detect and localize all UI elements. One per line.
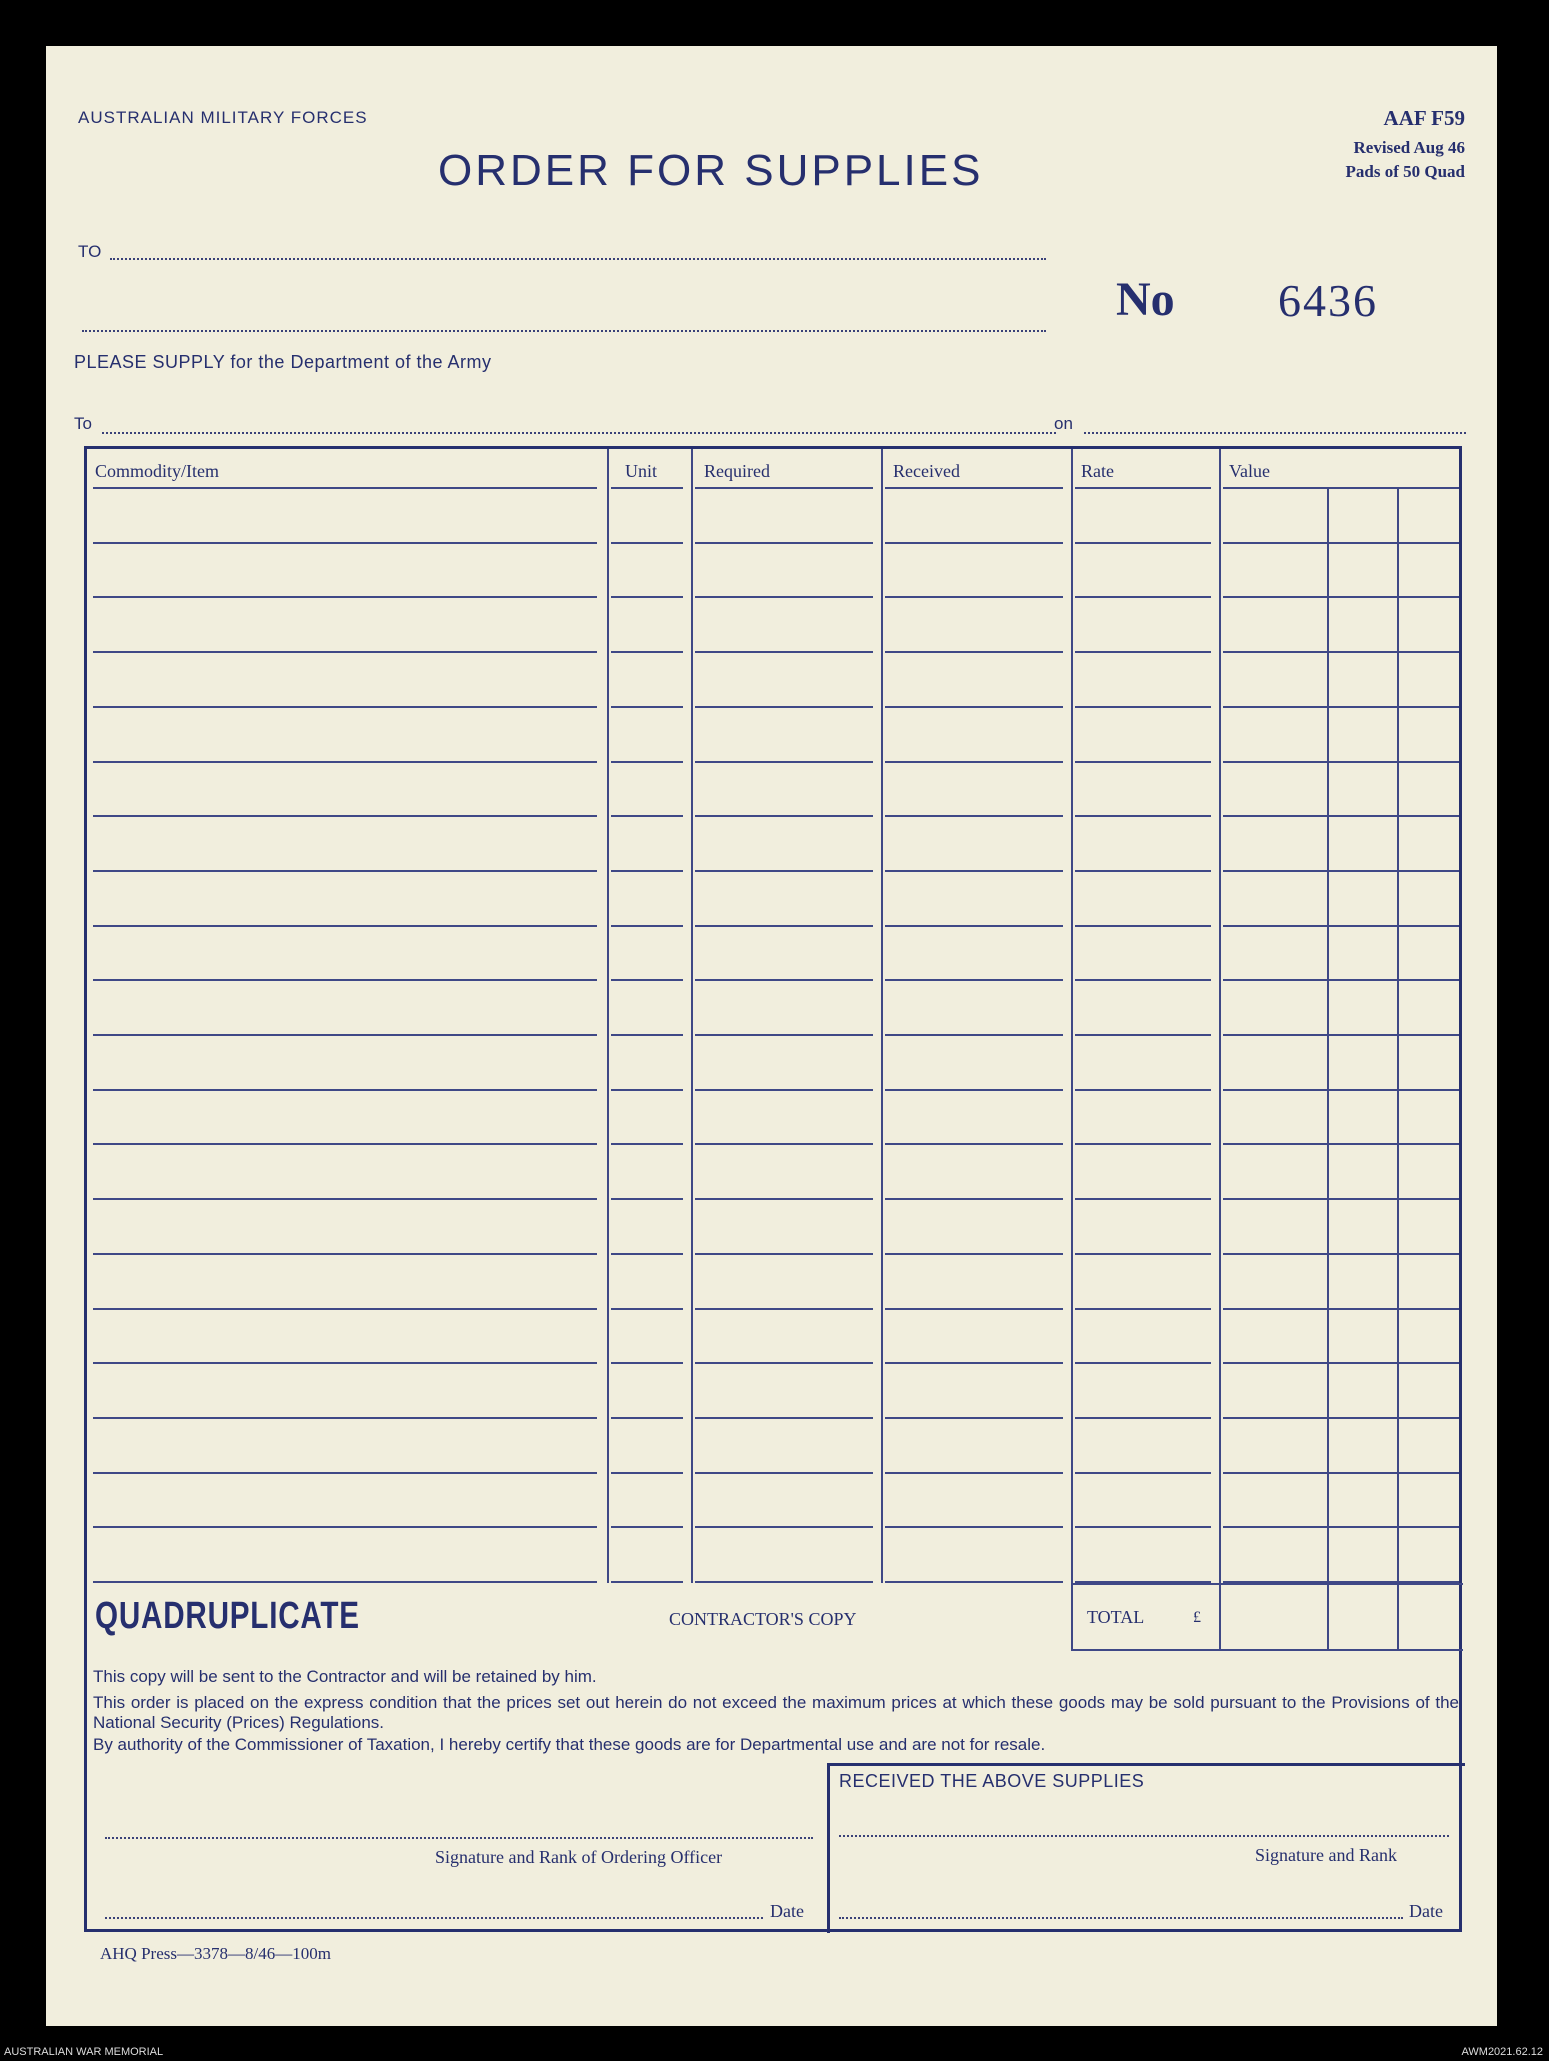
table-row-line (611, 1089, 683, 1091)
table-row-line (611, 1581, 683, 1583)
col-line-value-div1 (1327, 489, 1329, 1649)
table-row-line (93, 1581, 597, 1583)
table-row-line (695, 1089, 873, 1091)
received-top-line (827, 1763, 1465, 1766)
table-row-line (695, 761, 873, 763)
table-row-line (93, 651, 597, 653)
table-row-line (1075, 1472, 1211, 1474)
table-row-line (611, 1143, 683, 1145)
table-row-line (1223, 706, 1459, 708)
form-code: AAF F59 (1383, 106, 1465, 130)
note-condition: This order is placed on the express condition that the prices set out herein do not exceed the maximum prices at which these goods may be sold pursuant to the Provisions of the National Security (Prices) Regulations. (93, 1693, 1459, 1732)
received-title: RECEIVED THE ABOVE SUPPLIES (839, 1771, 1145, 1791)
table-row-line (1075, 1253, 1211, 1255)
col-header-unit: Unit (625, 461, 658, 481)
table-row-line (885, 979, 1063, 981)
revised-date: Revised Aug 46 (1353, 138, 1465, 157)
col-header-required: Required (704, 461, 770, 481)
table-row-line (885, 1143, 1063, 1145)
table-row-line (1075, 815, 1211, 817)
to-label: TO (78, 242, 102, 261)
table-row-line (885, 815, 1063, 817)
officer-signature-line (105, 1837, 813, 1839)
table-row-line (1223, 1198, 1459, 1200)
to-line-2 (82, 330, 1046, 332)
table-row-line (885, 870, 1063, 872)
total-left-line (1071, 1583, 1073, 1649)
table-row-line (1223, 1526, 1459, 1528)
note-authority: By authority of the Commissioner of Taxation, I hereby certify that these goods are for Departmental use and are not for resale. (93, 1735, 1046, 1754)
table-row-line (1075, 1417, 1211, 1419)
col-header-rate: Rate (1081, 461, 1114, 481)
table-row-line (611, 815, 683, 817)
table-row-line (611, 1308, 683, 1310)
officer-date-line (105, 1917, 763, 1919)
table-row-line (695, 651, 873, 653)
table-row-line (1075, 1526, 1211, 1528)
currency-symbol: £ (1193, 1609, 1201, 1626)
table-row-line (93, 815, 597, 817)
order-table-box (84, 446, 1462, 1932)
org-name: AUSTRALIAN MILITARY FORCES (78, 108, 368, 127)
table-row-line (611, 1198, 683, 1200)
table-row-line (695, 925, 873, 927)
table-row-line (885, 706, 1063, 708)
table-row-line (93, 1034, 597, 1036)
col-header-received: Received (893, 461, 960, 481)
total-top-line (1071, 1583, 1463, 1585)
table-row-line (93, 1089, 597, 1091)
table-row-line (1075, 542, 1211, 544)
table-row-line (885, 1362, 1063, 1364)
table-row-line (93, 1198, 597, 1200)
total-label: TOTAL (1087, 1607, 1145, 1627)
table-row-line (1223, 1089, 1459, 1091)
table-row-line (885, 1034, 1063, 1036)
total-bottom-line (1071, 1649, 1463, 1651)
table-row-line (1075, 761, 1211, 763)
to2-line (102, 432, 1056, 434)
table-row-line (885, 1581, 1063, 1583)
table-row-line (885, 1472, 1063, 1474)
table-row-line (93, 1143, 597, 1145)
pads-info: Pads of 50 Quad (1345, 162, 1465, 181)
table-row-line (93, 542, 597, 544)
table-row-line (695, 1198, 873, 1200)
note-copy-sent: This copy will be sent to the Contractor and will be retained by him. (93, 1667, 597, 1686)
table-row-line (1223, 651, 1459, 653)
table-row-line (611, 1362, 683, 1364)
table-row-line (695, 1417, 873, 1419)
table-row-line (1223, 870, 1459, 872)
table-row-line (885, 1089, 1063, 1091)
table-row-line (1223, 1472, 1459, 1474)
table-row-line (885, 1417, 1063, 1419)
table-row-line (93, 925, 597, 927)
table-row-line (611, 925, 683, 927)
receiver-signature-caption: Signature and Rank (1255, 1845, 1397, 1865)
table-row-line (1075, 1362, 1211, 1364)
table-row-line (93, 1253, 597, 1255)
table-row-line (695, 1143, 873, 1145)
table-row-line (1075, 1089, 1211, 1091)
table-row-line (1223, 761, 1459, 763)
table-row-line (885, 1308, 1063, 1310)
table-row-line (1075, 1034, 1211, 1036)
table-row-line (695, 1253, 873, 1255)
table-row-line (695, 1526, 873, 1528)
table-row-line (611, 1253, 683, 1255)
table-row-line (1223, 1417, 1459, 1419)
table-row-line (1223, 815, 1459, 817)
table-row-line (1223, 1034, 1459, 1036)
table-row-line (1223, 487, 1459, 489)
col-line-received (881, 449, 883, 1583)
table-row-line (1075, 1308, 1211, 1310)
copy-type: CONTRACTOR'S COPY (669, 1609, 857, 1629)
table-row-line (93, 1308, 597, 1310)
table-row-line (611, 1526, 683, 1528)
table-row-line (611, 1472, 683, 1474)
col-line-required (691, 449, 693, 1583)
table-row-line (93, 1472, 597, 1474)
table-row-line (93, 706, 597, 708)
table-row-line (611, 761, 683, 763)
table-row-line (93, 596, 597, 598)
table-row-line (93, 1362, 597, 1364)
table-row-line (1075, 706, 1211, 708)
table-row-line (1075, 596, 1211, 598)
col-header-commodity: Commodity/Item (95, 461, 219, 481)
table-row-line (93, 487, 597, 489)
table-row-line (611, 542, 683, 544)
table-row-line (695, 1362, 873, 1364)
table-row-line (695, 596, 873, 598)
table-row-line (695, 542, 873, 544)
col-line-value-div2 (1397, 489, 1399, 1649)
table-row-line (1075, 1143, 1211, 1145)
number-label: No (1116, 273, 1175, 326)
table-row-line (885, 651, 1063, 653)
order-number: 6436 (1278, 275, 1378, 326)
table-row-line (885, 1198, 1063, 1200)
table-row-line (611, 1417, 683, 1419)
table-row-line (611, 487, 683, 489)
table-row-line (885, 925, 1063, 927)
table-row-line (885, 1253, 1063, 1255)
table-row-line (885, 1526, 1063, 1528)
table-row-line (1223, 1253, 1459, 1255)
col-line-unit (607, 449, 609, 1583)
table-row-line (695, 870, 873, 872)
table-row-line (695, 487, 873, 489)
on-label: on (1054, 414, 1073, 433)
table-row-line (611, 596, 683, 598)
table-row-line (611, 651, 683, 653)
table-row-line (611, 1034, 683, 1036)
receiver-date-label: Date (1409, 1901, 1443, 1921)
table-row-line (885, 487, 1063, 489)
table-row-line (885, 596, 1063, 598)
officer-signature-caption: Signature and Rank of Ordering Officer (435, 1847, 723, 1867)
table-row-line (1075, 651, 1211, 653)
table-row-line (1223, 1143, 1459, 1145)
form-title: ORDER FOR SUPPLIES (438, 146, 984, 195)
table-row-line (695, 1581, 873, 1583)
archive-caption-left: AUSTRALIAN WAR MEMORIAL (4, 2046, 164, 2058)
table-row-line (1075, 1198, 1211, 1200)
table-row-line (1223, 1362, 1459, 1364)
table-row-line (695, 1308, 873, 1310)
please-supply-text: PLEASE SUPPLY for the Department of the Army (74, 352, 492, 372)
table-row-line (1223, 979, 1459, 981)
table-row-line (93, 870, 597, 872)
table-row-line (611, 870, 683, 872)
col-line-rate (1071, 449, 1073, 1583)
table-row-line (1075, 487, 1211, 489)
printer-code: AHQ Press—3378—8/46—100m (100, 1944, 331, 1963)
table-row-line (885, 761, 1063, 763)
on-line (1084, 432, 1466, 434)
copy-title: QUADRUPLICATE (95, 1595, 360, 1637)
to-line-1 (110, 258, 1046, 260)
receiver-date-line (839, 1917, 1403, 1919)
col-line-value (1219, 449, 1221, 1649)
table-row-line (93, 979, 597, 981)
table-row-line (695, 1472, 873, 1474)
table-row-line (695, 706, 873, 708)
table-row-line (1223, 925, 1459, 927)
table-row-line (1075, 925, 1211, 927)
table-row-line (1075, 979, 1211, 981)
archive-caption-right: AWM2021.62.12 (1461, 2046, 1543, 2058)
table-row-line (695, 979, 873, 981)
col-header-value: Value (1229, 461, 1270, 481)
receiver-signature-line (839, 1835, 1449, 1837)
table-row-line (1223, 596, 1459, 598)
table-row-line (611, 706, 683, 708)
to2-label: To (74, 414, 92, 433)
officer-date-label: Date (770, 1901, 804, 1921)
table-row-line (93, 1526, 597, 1528)
table-row-line (1075, 870, 1211, 872)
table-row-line (1223, 542, 1459, 544)
table-row-line (93, 761, 597, 763)
table-row-line (885, 542, 1063, 544)
table-row-line (695, 1034, 873, 1036)
table-row-line (1223, 1308, 1459, 1310)
table-row-line (611, 979, 683, 981)
table-row-line (695, 815, 873, 817)
received-left-line (827, 1763, 830, 1933)
table-row-line (93, 1417, 597, 1419)
